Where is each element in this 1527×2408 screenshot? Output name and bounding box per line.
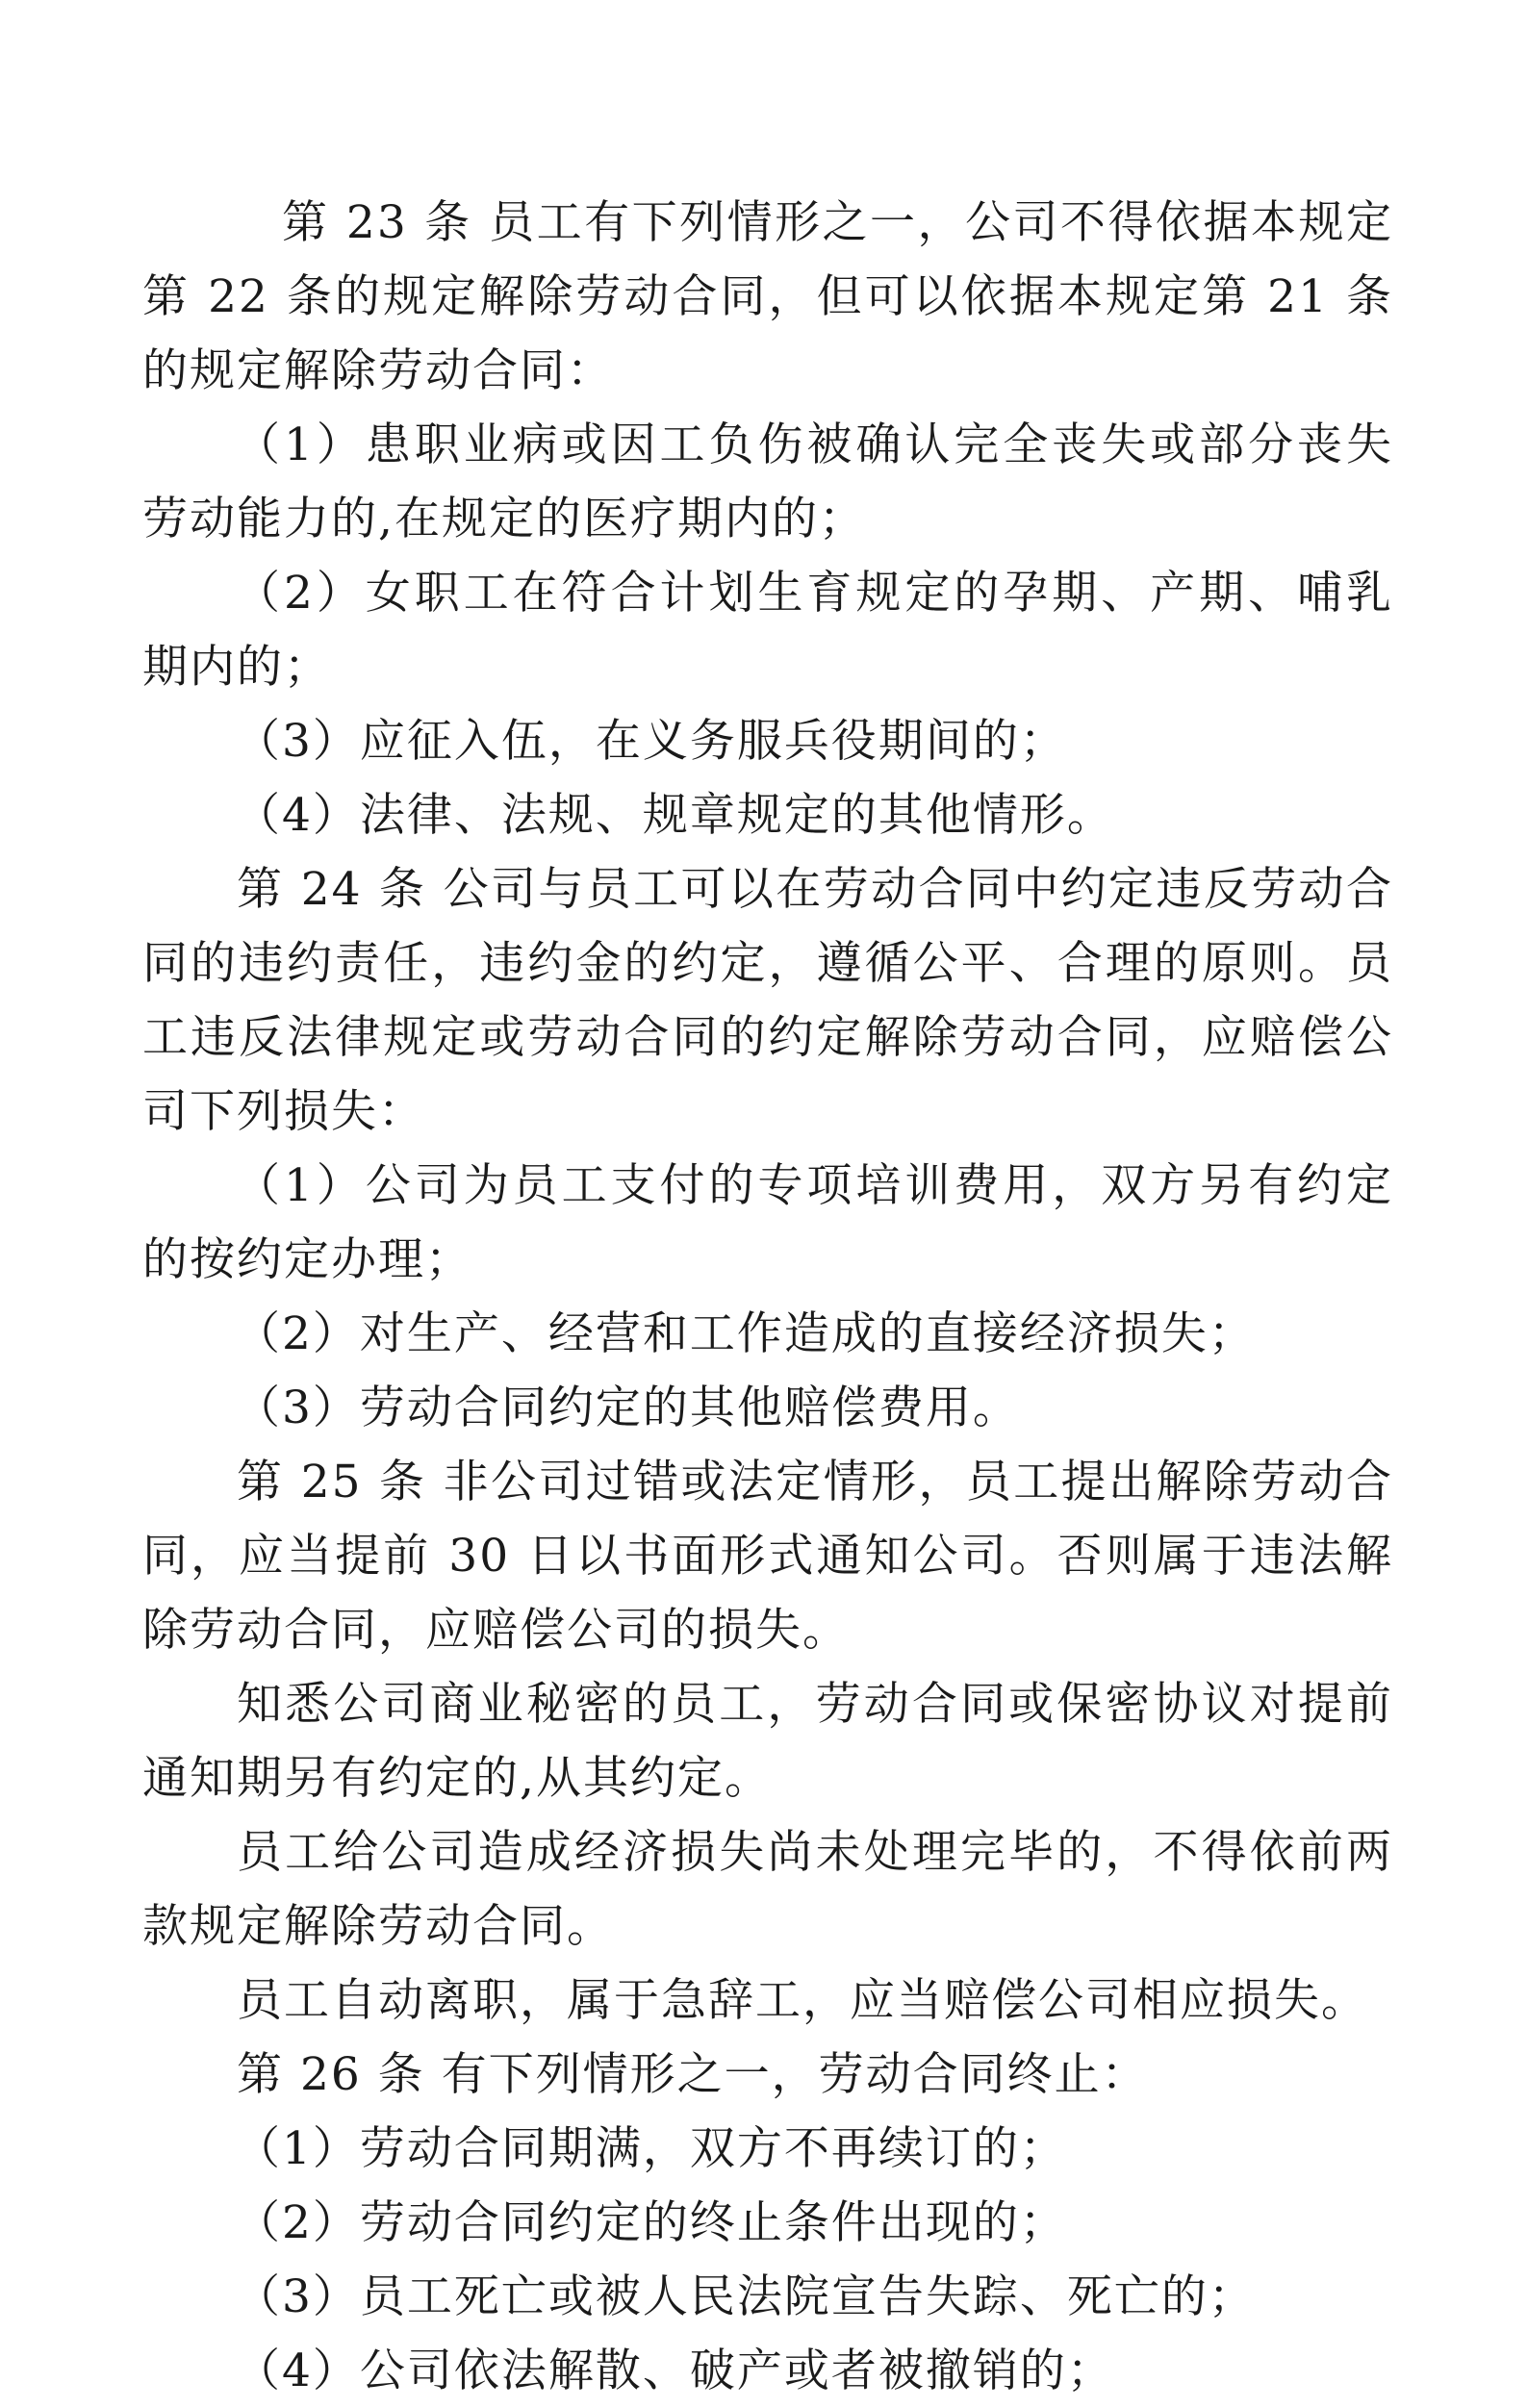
article-24-item-2: （2）对生产、经营和工作造成的直接经济损失；	[235, 1307, 1256, 1360]
article-23-item-4: （4）法律、法规、规章规定的其他情形。	[235, 789, 1114, 842]
article-23-item-2: （2）女职工在符合计划生育规定的孕期、产期、哺乳期内的；	[142, 567, 1393, 694]
article-24-paragraph: 第 24 条 公司与员工可以在劳动合同中约定违反劳动合同的违约责任，违约金的约定，遵循公平、合理的原则。员工违反法律规定或劳动合同的约定解除劳动合同，应赔偿公司下列损失：	[142, 863, 1393, 1138]
document-body	[142, 186, 1393, 2408]
article-25-paragraph-4: 员工自动离职，属于急辞工，应当赔偿公司相应损失。	[237, 1974, 1368, 2027]
article-26-item-1: （1）劳动合同期满，双方不再续订的；	[235, 2122, 1067, 2175]
article-26-item-2: （2）劳动合同约定的终止条件出现的；	[235, 2196, 1067, 2249]
article-24-item-3: （3）劳动合同约定的其他赔偿费用。	[235, 1381, 1020, 1434]
article-26-item-3: （3）员工死亡或被人民法院宣告失踪、死亡的；	[235, 2270, 1256, 2323]
article-23-item-3: （3）应征入伍，在义务服兵役期间的；	[235, 715, 1067, 768]
article-23-paragraph: 第 23 条 员工有下列情形之一，公司不得依据本规定第 22 条的规定解除劳动合同，但可以依据本规定第 21 条的规定解除劳动合同：	[142, 196, 1393, 397]
article-26-paragraph: 第 26 条 有下列情形之一，劳动合同终止：	[237, 2048, 1149, 2101]
article-26-item-4: （4）公司依法解散、破产或者被撤销的；	[235, 2345, 1114, 2397]
article-25-paragraph-3: 员工给公司造成经济损失尚未处理完毕的，不得依前两款规定解除劳动合同。	[142, 1826, 1393, 1953]
article-24-item-1: （1）公司为员工支付的专项培训费用，双方另有约定的按约定办理；	[142, 1159, 1393, 1286]
article-25-paragraph: 第 25 条 非公司过错或法定情形，员工提出解除劳动合同，应当提前 30 日以书面形式通知公司。否则属于违法解除劳动合同，应赔偿公司的损失。	[142, 1456, 1393, 1657]
article-25-paragraph-2: 知悉公司商业秘密的员工，劳动合同或保密协议对提前通知期另有约定的,从其约定。	[142, 1678, 1393, 1805]
article-23-item-1: （1）患职业病或因工负伤被确认完全丧失或部分丧失劳动能力的,在规定的医疗期内的；	[142, 418, 1393, 545]
